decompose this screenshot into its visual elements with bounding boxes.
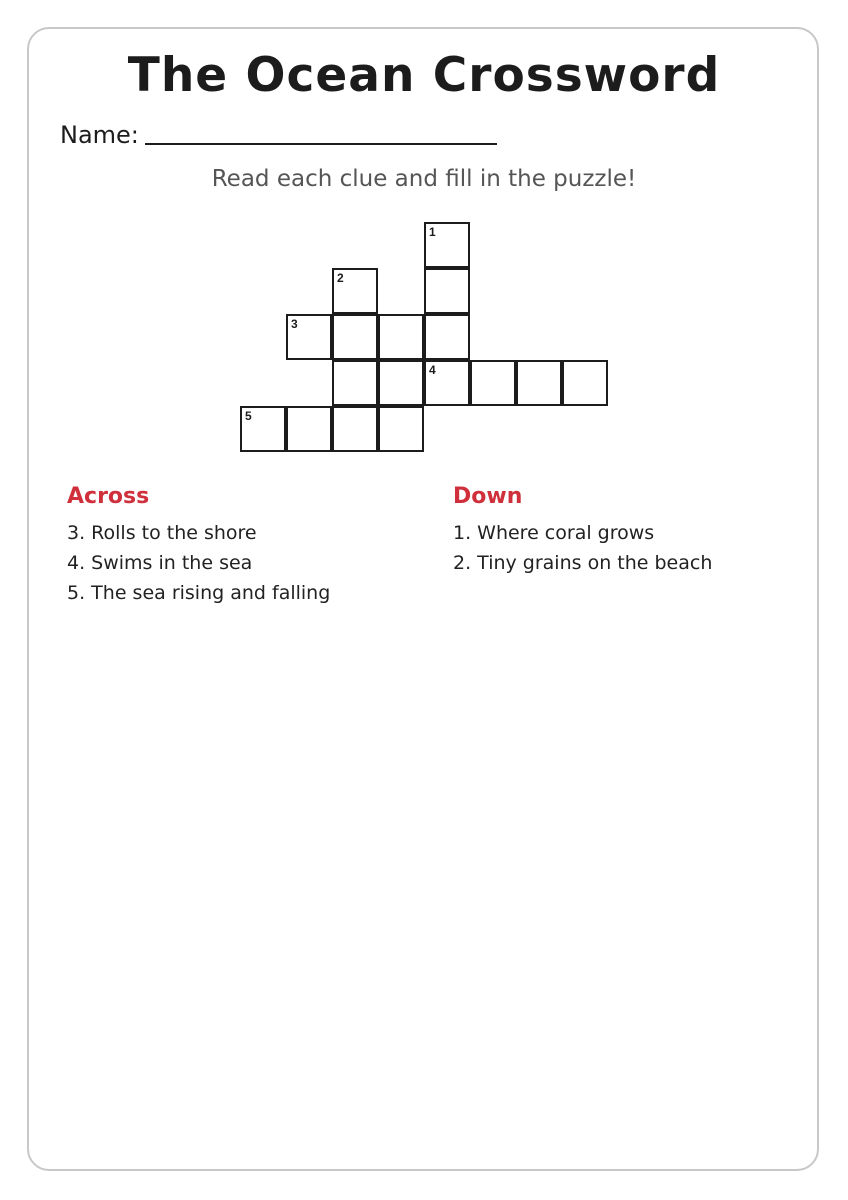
crossword-cell[interactable] <box>424 268 470 314</box>
crossword-cell[interactable] <box>424 314 470 360</box>
across-heading: Across <box>67 484 150 509</box>
clue-number: 5 <box>245 409 252 423</box>
page-title: The Ocean Crossword <box>127 48 721 103</box>
crossword-cell[interactable] <box>332 406 378 452</box>
down-clue: 1. Where coral grows <box>453 522 655 544</box>
name-label: Name: <box>60 121 139 149</box>
crossword-cell[interactable] <box>424 360 470 406</box>
crossword-cell[interactable] <box>286 406 332 452</box>
crossword-cell[interactable] <box>332 314 378 360</box>
crossword-cell[interactable] <box>332 268 378 314</box>
crossword-cell[interactable] <box>562 360 608 406</box>
across-clue: 4. Swims in the sea <box>67 552 253 574</box>
clue-number: 3 <box>291 317 298 331</box>
crossword-cell[interactable] <box>332 360 378 406</box>
crossword-cell[interactable] <box>516 360 562 406</box>
clue-number: 4 <box>429 363 436 377</box>
instructions: Read each clue and fill in the puzzle! <box>211 166 637 192</box>
crossword-cell[interactable] <box>424 222 470 268</box>
crossword-cell[interactable] <box>286 314 332 360</box>
crossword-cell[interactable] <box>378 314 424 360</box>
name-field[interactable] <box>60 119 497 149</box>
clue-number: 1 <box>429 225 436 239</box>
crossword-cell[interactable] <box>240 406 286 452</box>
clue-number: 2 <box>337 271 344 285</box>
crossword-cell[interactable] <box>378 406 424 452</box>
crossword-cell[interactable] <box>470 360 516 406</box>
down-clues <box>453 482 712 578</box>
down-clue: 2. Tiny grains on the beach <box>453 552 713 574</box>
down-heading: Down <box>453 484 523 509</box>
across-clue: 3. Rolls to the shore <box>67 522 257 544</box>
across-clues <box>67 482 330 608</box>
name-blank-line[interactable] <box>145 119 497 145</box>
crossword-cell[interactable] <box>378 360 424 406</box>
across-clue: 5. The sea rising and falling <box>67 582 331 604</box>
